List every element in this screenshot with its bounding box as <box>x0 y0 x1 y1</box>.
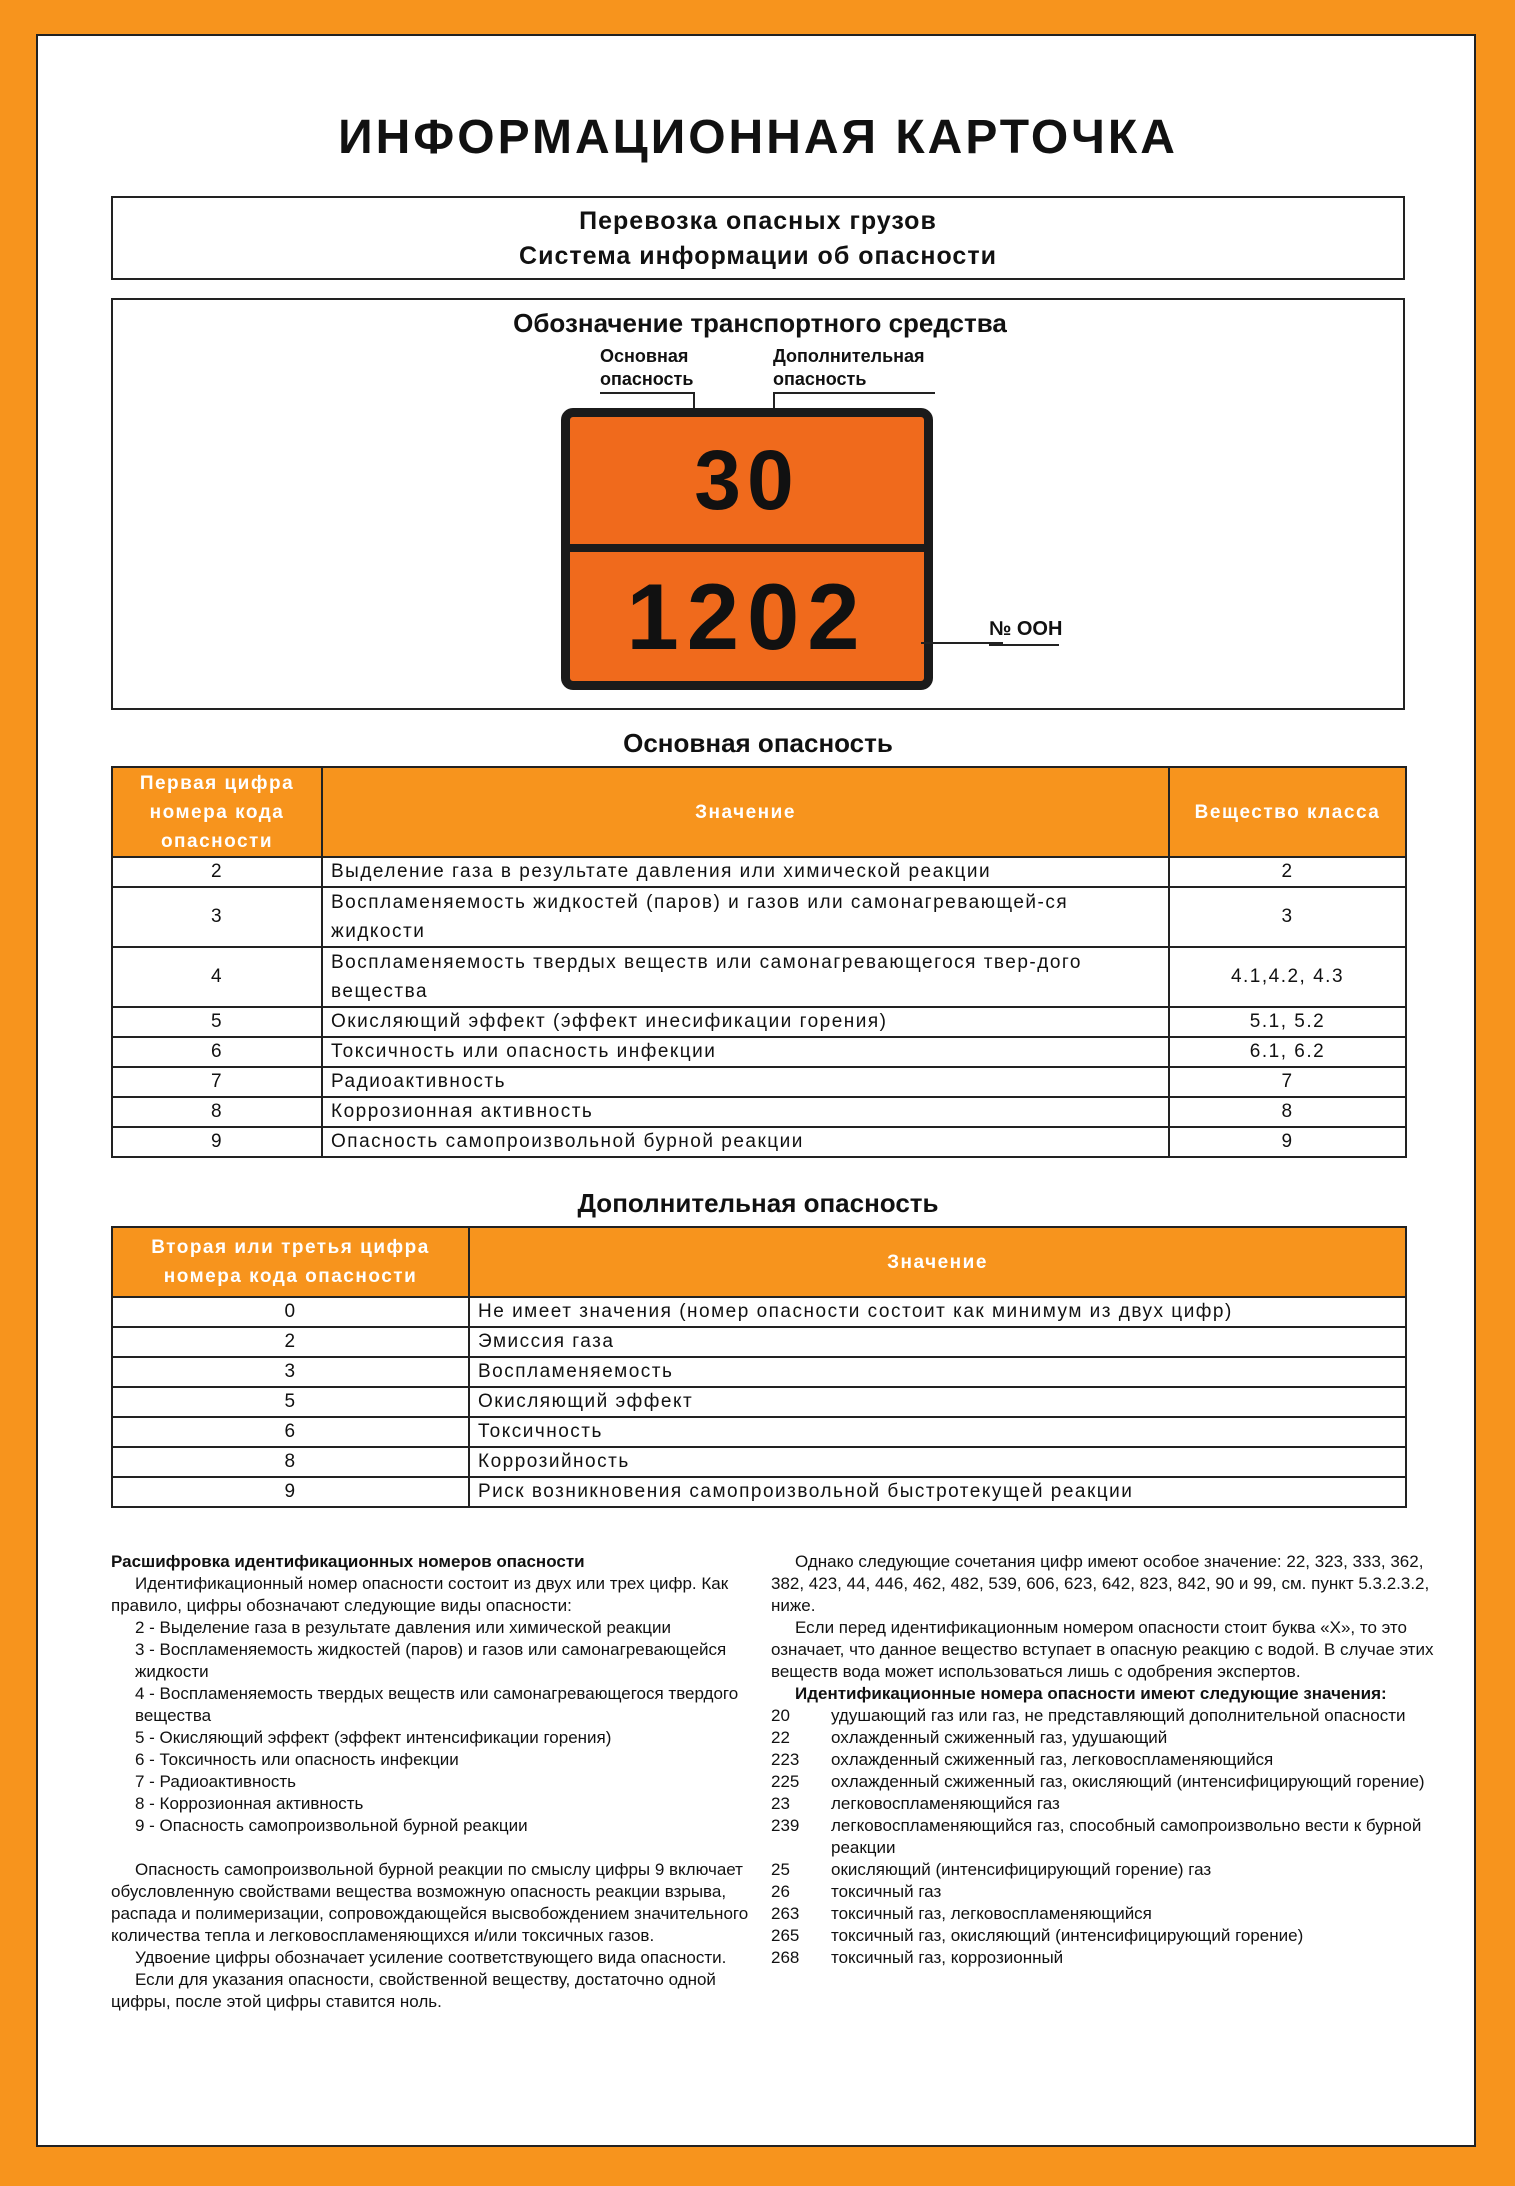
orange-hazard-plate <box>561 408 933 690</box>
class-cell: 4.1,4.2, 4.3 <box>1169 947 1406 1007</box>
vehicle-marking-box <box>111 298 1405 710</box>
digit-cell: 5 <box>112 1007 322 1037</box>
list-item: 4 - Воспламеняемость твердых веществ или самонагревающегося твердого вещества <box>135 1684 739 1725</box>
list-item <box>771 1771 1436 1793</box>
list-item: 3 - Воспламеняемость жидкостей (паров) и газов или самонагревающейся жидкости <box>135 1640 727 1681</box>
table-row <box>112 887 1406 947</box>
list-item <box>771 1859 1436 1881</box>
digit-cell: 2 <box>112 857 322 887</box>
digit-cell: 6 <box>112 1417 469 1447</box>
code-number: 26 <box>771 1882 790 1901</box>
hazard-code-list <box>771 1705 1436 1969</box>
list-item <box>771 1815 1436 1859</box>
code-number: 223 <box>771 1750 800 1769</box>
page-title: ИНФОРМАЦИОННАЯ КАРТОЧКА <box>338 111 1178 164</box>
un-number: 1202 <box>626 564 868 669</box>
additional-hazard-table <box>111 1226 1407 1508</box>
meaning-cell: Риск возникновения самопроизвольной быстротекущей реакции <box>469 1477 1406 1507</box>
header-line-2: Система информации об опасности <box>519 242 997 270</box>
digit-cell: 4 <box>112 947 322 1007</box>
list-item <box>771 1881 1436 1903</box>
list-item: 5 - Окисляющий эффект (эффект интенсификации горения) <box>135 1728 612 1747</box>
additional-hazard-title: Дополнительная опасность <box>577 1188 939 1218</box>
code-number: 20 <box>771 1706 790 1725</box>
plate-divider <box>570 544 924 552</box>
info-card-sheet <box>36 34 1476 2147</box>
list-item <box>771 1925 1436 1947</box>
code-description: охлажденный сжиженный газ, легковоспламеняющийся <box>831 1750 1274 1769</box>
code-description: токсичный газ <box>831 1882 942 1901</box>
meaning-cell: Воспламеняемость жидкостей (паров) и газов или самонагревающей-ся жидкости <box>322 887 1169 947</box>
table-row <box>112 1447 1406 1477</box>
meaning-cell: Окисляющий эффект (эффект инесификации горения) <box>322 1007 1169 1037</box>
left-paragraph-1: Опасность самопроизвольной бурной реакции по смыслу цифры 9 включает обусловленную свойствами вещества возможную опасность реакции взрыва, распада и полимеризации, сопровождающейся высвобождением значительного количества тепла и легковоспламеняющихся и/или токсичных газов. <box>111 1860 749 1945</box>
right-paragraph-2: Если перед идентификационным номером опасности стоит буква «Х», то это означает, что данное вещество вступает в опасную реакцию с водой. В случае этих веществ вода может использоваться лишь с одобрения экспертов. <box>771 1618 1434 1681</box>
table-row <box>112 857 1406 887</box>
add-col-meaning-header: Значение <box>469 1227 1406 1297</box>
list-item <box>771 1727 1436 1749</box>
digit-cell: 2 <box>112 1327 469 1357</box>
list-item: 2 - Выделение газа в результате давления или химической реакции <box>135 1618 672 1637</box>
meaning-cell: Воспламеняемость <box>469 1357 1406 1387</box>
main-hazard-title: Основная опасность <box>623 728 893 758</box>
list-item <box>771 1903 1436 1925</box>
list-item <box>771 1749 1436 1771</box>
vehicle-marking-title: Обозначение транспортного средства <box>513 308 1007 338</box>
additional-hazard-label-line1: Дополнительная <box>773 346 925 366</box>
right-paragraph-1: Однако следующие сочетания цифр имеют особое значение: 22, 323, 333, 362, 382, 423, 44, 446, 462, 482, 539, 606, 623, 642, 823, 842, 90 и 99, см. пункт 5.3.2.3.2, ниже. <box>771 1552 1430 1615</box>
meaning-cell: Коррозийность <box>469 1447 1406 1477</box>
list-item <box>771 1947 1436 1969</box>
list-item <box>771 1705 1436 1727</box>
code-description: охлажденный сжиженный газ, окисляющий (интенсифицирующий горение) <box>831 1772 1425 1791</box>
table-row <box>112 1097 1406 1127</box>
meaning-cell: Эмиссия газа <box>469 1327 1406 1357</box>
table-row <box>112 1007 1406 1037</box>
meaning-cell: Коррозионная активность <box>322 1097 1169 1127</box>
main-label-underline <box>600 392 695 394</box>
class-cell: 8 <box>1169 1097 1406 1127</box>
meaning-cell: Окисляющий эффект <box>469 1387 1406 1417</box>
add-col-digit-header: Вторая или третья цифра номера кода опасности <box>112 1227 469 1297</box>
meaning-cell: Радиоактивность <box>322 1067 1169 1097</box>
code-description: токсичный газ, легковоспламеняющийся <box>831 1904 1152 1923</box>
digit-cell: 9 <box>112 1127 322 1157</box>
code-number: 268 <box>771 1948 800 1967</box>
left-paragraph-2: Удвоение цифры обозначает усиление соответствующего вида опасности. <box>135 1948 727 1967</box>
code-description: окисляющий (интенсифицирующий горение) газ <box>831 1860 1212 1879</box>
additional-hazard-label <box>773 345 925 391</box>
meaning-cell: Выделение газа в результате давления или химической реакции <box>322 857 1169 887</box>
main-col-digit-header: Первая цифра номера кода опасности <box>112 767 322 857</box>
right-text-column <box>771 1551 1436 1969</box>
meaning-cell: Опасность самопроизвольной бурной реакции <box>322 1127 1169 1157</box>
list-item: 8 - Коррозионная активность <box>135 1794 364 1813</box>
code-description: легковоспламеняющийся газ <box>831 1794 1060 1813</box>
right-heading: Идентификационные номера опасности имеют следующие значения: <box>795 1684 1387 1703</box>
digit-cell: 5 <box>112 1387 469 1417</box>
header-line-1: Перевозка опасных грузов <box>579 207 937 235</box>
code-description: легковоспламеняющийся газ, способный самопроизвольно вести к бурной реакции <box>831 1816 1422 1857</box>
digit-cell: 8 <box>112 1097 322 1127</box>
code-number: 25 <box>771 1860 790 1879</box>
class-cell: 9 <box>1169 1127 1406 1157</box>
main-hazard-table <box>111 766 1407 1158</box>
left-heading: Расшифровка идентификационных номеров опасности <box>111 1552 585 1571</box>
code-number: 23 <box>771 1794 790 1813</box>
list-item: 7 - Радиоактивность <box>135 1772 297 1791</box>
code-number: 239 <box>771 1816 800 1835</box>
meaning-cell: Токсичность <box>469 1417 1406 1447</box>
meaning-cell: Не имеет значения (номер опасности состоит как минимум из двух цифр) <box>469 1297 1406 1327</box>
code-description: токсичный газ, окисляющий (интенсифицирующий горение) <box>831 1926 1304 1945</box>
main-col-meaning-header: Значение <box>322 767 1169 857</box>
meaning-cell: Токсичность или опасность инфекции <box>322 1037 1169 1067</box>
table-row <box>112 947 1406 1007</box>
class-cell: 3 <box>1169 887 1406 947</box>
code-description: охлажденный сжиженный газ, удушающий <box>831 1728 1168 1747</box>
main-col-class-header: Вещество класса <box>1169 767 1406 857</box>
table-row <box>112 1477 1406 1507</box>
code-number: 263 <box>771 1904 800 1923</box>
table-row <box>112 1127 1406 1157</box>
main-hazard-label <box>600 345 693 391</box>
left-paragraph-3: Если для указания опасности, свойственной веществу, достаточно одной цифры, после этой цифры ставится ноль. <box>111 1970 716 2011</box>
code-description: токсичный газ, коррозионный <box>831 1948 1064 1967</box>
code-number: 225 <box>771 1772 800 1791</box>
additional-label-underline <box>773 392 935 394</box>
class-cell: 7 <box>1169 1067 1406 1097</box>
digit-cell: 3 <box>112 887 322 947</box>
header-box <box>111 196 1405 280</box>
digit-cell: 7 <box>112 1067 322 1097</box>
additional-hazard-label-line2: опасность <box>773 369 867 389</box>
table-row <box>112 1037 1406 1067</box>
meaning-cell: Воспламеняемость твердых веществ или самонагревающегося твер-дого вещества <box>322 947 1169 1007</box>
code-description: удушающий газ или газ, не представляющий дополнительной опасности <box>831 1706 1406 1725</box>
list-item: 9 - Опасность самопроизвольной бурной реакции <box>135 1816 528 1835</box>
table-row <box>112 1067 1406 1097</box>
digit-cell: 8 <box>112 1447 469 1477</box>
un-label-underline <box>989 644 1059 646</box>
digit-cell: 6 <box>112 1037 322 1067</box>
code-number: 265 <box>771 1926 800 1945</box>
main-hazard-label-line1: Основная <box>600 346 689 366</box>
code-number: 22 <box>771 1728 790 1747</box>
left-intro: Идентификационный номер опасности состоит из двух или трех цифр. Как правило, цифры обозначают следующие виды опасности: <box>111 1574 729 1615</box>
class-cell: 5.1, 5.2 <box>1169 1007 1406 1037</box>
digit-cell: 0 <box>112 1297 469 1327</box>
table-row <box>112 1387 1406 1417</box>
table-row <box>112 1417 1406 1447</box>
table-row <box>112 1327 1406 1357</box>
table-row <box>112 1357 1406 1387</box>
digit-cell: 3 <box>112 1357 469 1387</box>
un-number-label: № ООН <box>989 618 1063 640</box>
digit-cell: 9 <box>112 1477 469 1507</box>
list-item <box>771 1793 1436 1815</box>
class-cell: 6.1, 6.2 <box>1169 1037 1406 1067</box>
hazard-identification-number: 30 <box>694 433 800 527</box>
class-cell: 2 <box>1169 857 1406 887</box>
list-item: 6 - Токсичность или опасность инфекции <box>135 1750 459 1769</box>
main-hazard-label-line2: опасность <box>600 369 694 389</box>
table-row <box>112 1297 1406 1327</box>
left-text-column <box>111 1551 761 2013</box>
